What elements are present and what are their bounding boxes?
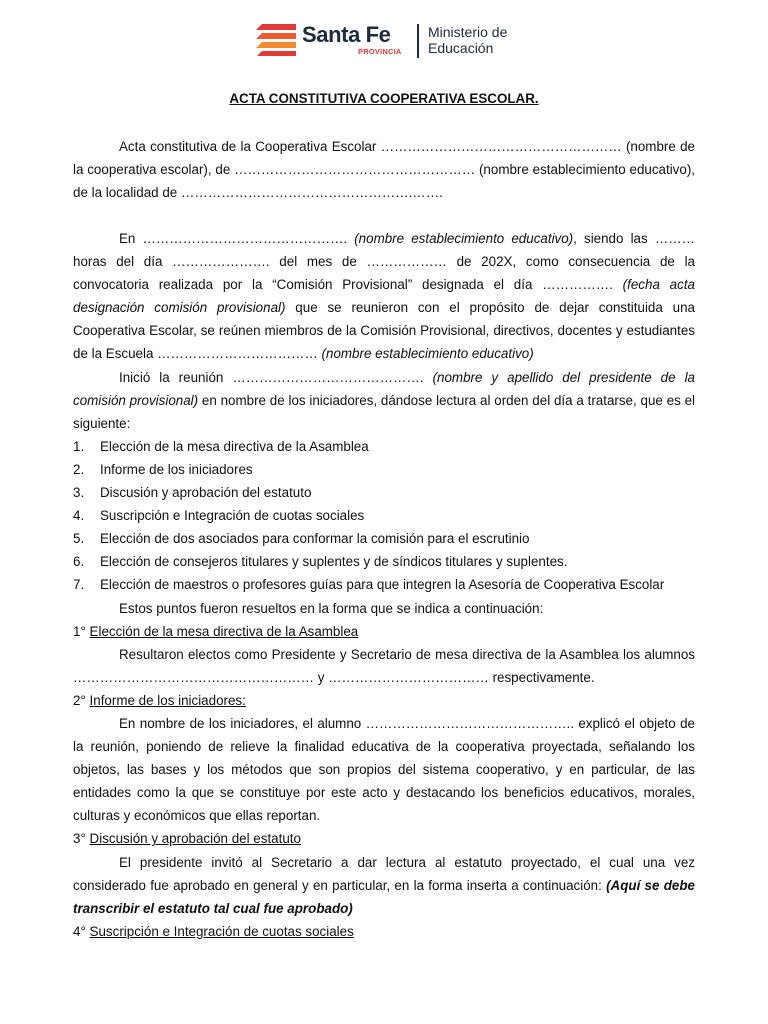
list-item [73, 573, 695, 596]
ministry-name [428, 24, 507, 56]
p3-text-c: en nombre de los iniciadores, dándose lectura al orden del día a tratarse, que es el siguiente: [73, 392, 695, 431]
logo-brand-text: Santa Fe [302, 22, 391, 47]
list-item-text: Discusión y aprobación del estatuto [100, 485, 312, 501]
section-1-body: Resultaron electos como Presidente y Secretario de mesa directiva de la Asamblea los alumnos ……………………………………………… y ……………………………… respectivamente. [73, 646, 695, 685]
list-item-text: Elección de la mesa directiva de la Asamblea [100, 438, 369, 454]
p2-text-a: En ………………………………………. [119, 231, 348, 246]
list-item-number: 5. [73, 531, 85, 547]
list-item-number: 2. [73, 461, 85, 477]
section-title: Suscripción e Integración de cuotas sociales [89, 923, 354, 939]
section-title: Informe de los iniciadores: [89, 692, 246, 708]
p2-italic-b: (nombre establecimiento educativo) [354, 231, 574, 246]
section-3-body [73, 851, 695, 920]
list-item-text: Elección de dos asociados para conformar la comisión para el escrutinio [100, 531, 530, 547]
intro-paragraph [73, 135, 695, 204]
list-item [73, 504, 695, 527]
p3-italic-b: (nombre y apellido del presidente de la comisión provisional) [73, 369, 696, 408]
section-number: 4° [73, 923, 86, 939]
list-item-number: 3. [73, 485, 85, 501]
santa-fe-flag-icon [256, 24, 296, 56]
list-item [73, 481, 695, 504]
list-item [73, 550, 695, 573]
section-3-text: El presidente invitó al Secretario a dar lectura al estatuto proyectado, el cual una vez considerado fue aprobado en general y en particular, en la forma inserta a continuación: [73, 854, 695, 893]
list-item-text: Suscripción e Integración de cuotas sociales [100, 508, 365, 524]
p2-italic-d: (fecha acta designación comisión provisional) [73, 277, 695, 316]
section-number: 2° [73, 692, 86, 708]
p2-text-c: , siendo las ……… horas del día …………………. del mes de ……………… de 202X, como consecuencia de la convocatoria realizada por la “Comisión Provisional” designada el día ……………. [73, 231, 695, 293]
list-item-number: 7. [73, 577, 85, 593]
section-title: Discusión y aprobación del estatuto [89, 831, 301, 847]
agenda-list [73, 435, 695, 597]
santa-fe-logo [256, 22, 556, 60]
p3-text-a: Inició la reunión ……………………………………. [119, 369, 424, 385]
list-item-number: 1. [73, 438, 85, 454]
section-1-heading [73, 620, 695, 643]
ministry-line-1: Ministerio de [428, 24, 508, 40]
ministry-line-2: Educación [428, 40, 494, 56]
section-3-heading [73, 827, 695, 850]
section-number: 3° [73, 831, 86, 847]
section-title: Elección de la mesa directiva de la Asamblea [89, 623, 359, 639]
list-item-number: 6. [73, 554, 85, 570]
p2-text-e: que se reunieron con el propósito de dejar constituida una Cooperativa Escolar, se reúnen miembros de la Comisión Provisional, directivos, docentes y estudiantes de la Escuela ……………………………… [73, 300, 695, 362]
paragraph-4: Estos puntos fueron resueltos en la forma que se indica a continuación: [119, 600, 544, 616]
paragraph-2 [73, 227, 695, 366]
section-2-body: En nombre de los iniciadores, el alumno ……………………………………….. explicó el objeto de la reunión, poniendo de relieve la finalidad educativa de la cooperativa proyectada, señalando los objetos, las bases y los métodos que son propios del sistema cooperativo, y en particular, de las entidades como la que se constituye por este acto y destacando los beneficios educativos, morales, culturas y económicos que ellas reportan. [73, 715, 695, 824]
list-item-number: 4. [73, 508, 85, 524]
list-item-text: Informe de los iniciadores [100, 461, 253, 477]
section-4-heading [73, 920, 695, 943]
paragraph-3 [73, 366, 695, 435]
body-text [73, 227, 695, 943]
list-item-text: Elección de consejeros titulares y suplentes y de síndicos titulares y suplentes. [100, 554, 568, 570]
list-item-text: Elección de maestros o profesores guías para que integren la Asesoría de Cooperativa Escolar [100, 577, 665, 593]
logo-divider [417, 24, 419, 58]
p2-italic-f: (nombre establecimiento educativo) [321, 346, 534, 362]
list-item [73, 435, 695, 458]
list-item [73, 527, 695, 550]
list-item [73, 458, 695, 481]
logo-province-text: PROVINCIA [358, 47, 402, 56]
document-title: ACTA CONSTITUTIVA COOPERATIVA ESCOLAR. [229, 91, 539, 106]
section-2-heading [73, 689, 695, 712]
paragraph-1: Acta constitutiva de la Cooperativa Escolar ……………………………………………… (nombre de la cooperativa escolar), de ……………………………………………… (nombre establecimiento educativo), de la localidad de …………………………………………….……. [73, 139, 695, 201]
section-3-note: (Aquí se debe transcribir el estatuto tal cual fue aprobado) [73, 877, 695, 916]
section-number: 1° [73, 623, 86, 639]
